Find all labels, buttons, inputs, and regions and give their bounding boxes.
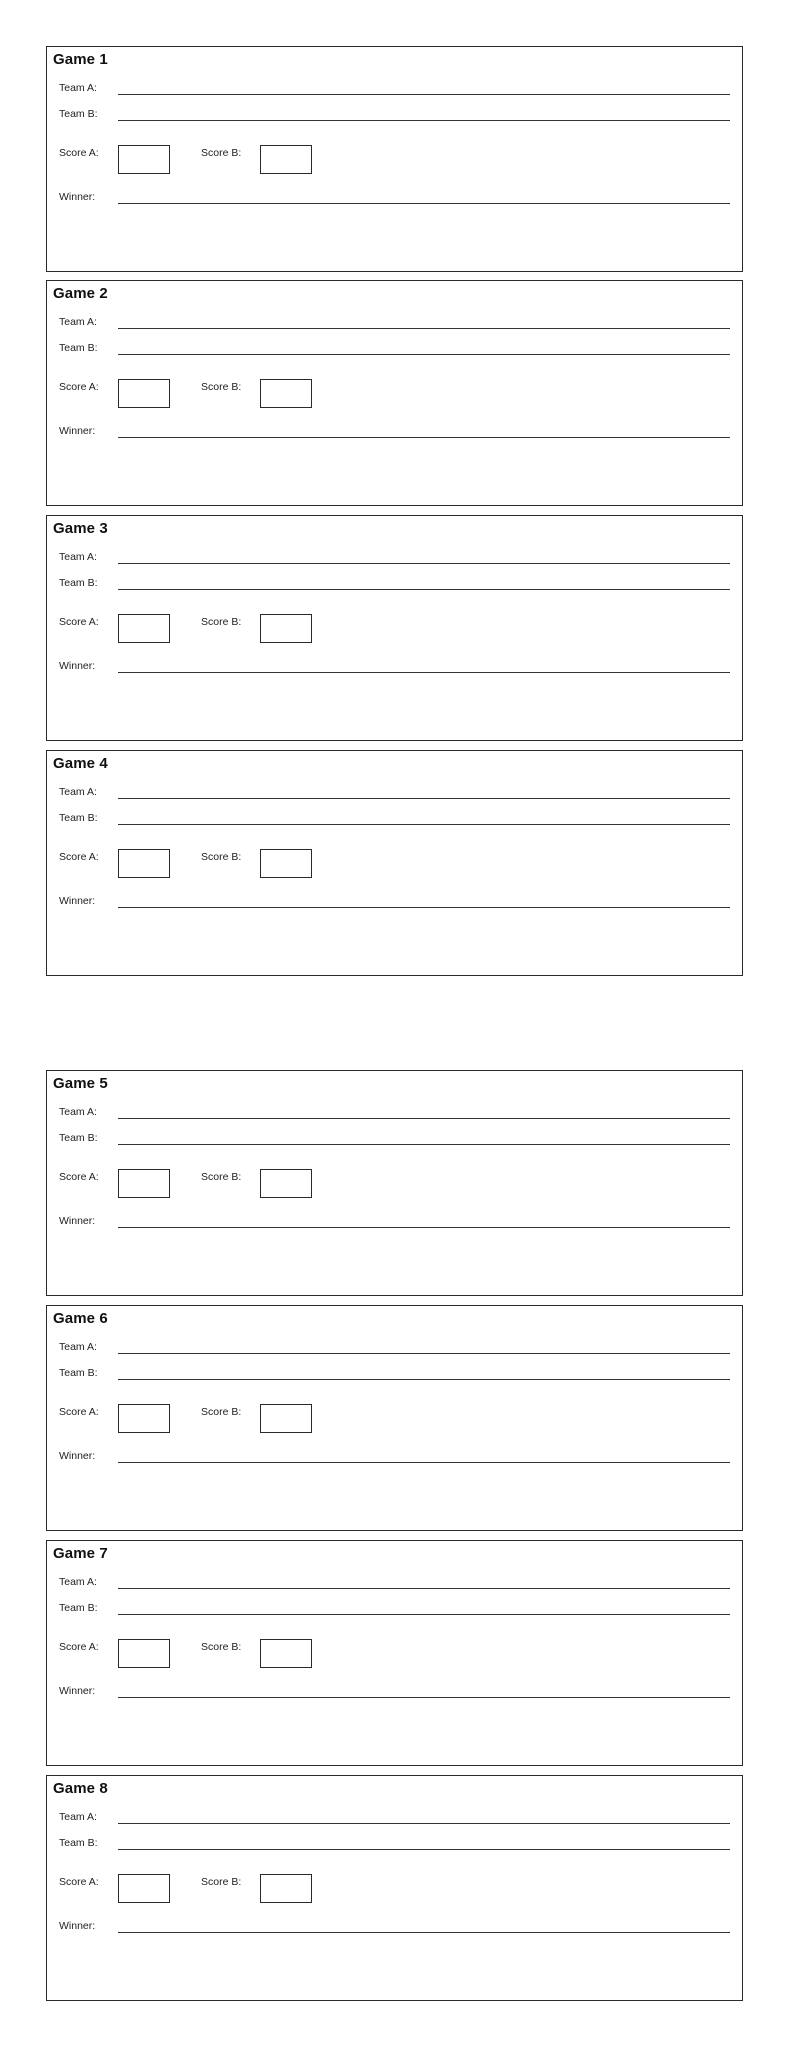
- team-a-field[interactable]: [118, 94, 730, 95]
- team-b-label: Team B:: [59, 1837, 98, 1849]
- team-b-field[interactable]: [118, 120, 730, 121]
- team-b-field[interactable]: [118, 1144, 730, 1145]
- team-b-label: Team B:: [59, 342, 98, 354]
- team-a-label: Team A:: [59, 316, 97, 328]
- team-b-label: Team B:: [59, 812, 98, 824]
- game-title: Game 7: [53, 1545, 108, 1562]
- score-b-label: Score B:: [201, 851, 242, 863]
- game-card: [46, 1305, 743, 1531]
- game-title: Game 1: [53, 51, 108, 68]
- score-b-box[interactable]: [260, 145, 312, 174]
- team-a-label: Team A:: [59, 1341, 97, 1353]
- score-b-label: Score B:: [201, 381, 242, 393]
- team-a-field[interactable]: [118, 328, 730, 329]
- score-b-box[interactable]: [260, 849, 312, 878]
- score-a-label: Score A:: [59, 1406, 99, 1418]
- game-card: [46, 1540, 743, 1766]
- winner-field[interactable]: [118, 1932, 730, 1933]
- winner-field[interactable]: [118, 437, 730, 438]
- score-b-label: Score B:: [201, 147, 242, 159]
- score-a-label: Score A:: [59, 1876, 99, 1888]
- team-b-field[interactable]: [118, 824, 730, 825]
- team-a-field[interactable]: [118, 563, 730, 564]
- score-b-box[interactable]: [260, 1874, 312, 1903]
- team-b-label: Team B:: [59, 577, 98, 589]
- score-b-label: Score B:: [201, 1406, 242, 1418]
- winner-label: Winner:: [59, 1920, 96, 1932]
- score-b-label: Score B:: [201, 1171, 242, 1183]
- score-b-box[interactable]: [260, 614, 312, 643]
- winner-field[interactable]: [118, 1462, 730, 1463]
- winner-label: Winner:: [59, 1450, 96, 1462]
- game-card: [46, 1070, 743, 1296]
- game-title: Game 6: [53, 1310, 108, 1327]
- winner-label: Winner:: [59, 660, 96, 672]
- game-card: [46, 1775, 743, 2001]
- team-a-label: Team A:: [59, 1106, 97, 1118]
- winner-label: Winner:: [59, 895, 96, 907]
- team-a-label: Team A:: [59, 786, 97, 798]
- score-a-label: Score A:: [59, 1641, 99, 1653]
- score-a-label: Score A:: [59, 851, 99, 863]
- score-a-label: Score A:: [59, 381, 99, 393]
- game-title: Game 4: [53, 755, 108, 772]
- team-a-label: Team A:: [59, 1811, 97, 1823]
- winner-label: Winner:: [59, 1215, 96, 1227]
- game-title: Game 2: [53, 285, 108, 302]
- score-a-label: Score A:: [59, 147, 99, 159]
- team-a-field[interactable]: [118, 1353, 730, 1354]
- score-a-box[interactable]: [118, 1404, 170, 1433]
- score-b-box[interactable]: [260, 1404, 312, 1433]
- score-a-box[interactable]: [118, 1874, 170, 1903]
- game-card: [46, 515, 743, 741]
- game-title: Game 3: [53, 520, 108, 537]
- score-a-box[interactable]: [118, 1169, 170, 1198]
- winner-field[interactable]: [118, 203, 730, 204]
- score-b-box[interactable]: [260, 1169, 312, 1198]
- score-b-label: Score B:: [201, 1641, 242, 1653]
- score-a-box[interactable]: [118, 145, 170, 174]
- team-b-field[interactable]: [118, 1614, 730, 1615]
- winner-field[interactable]: [118, 672, 730, 673]
- score-a-box[interactable]: [118, 849, 170, 878]
- team-b-field[interactable]: [118, 589, 730, 590]
- team-a-field[interactable]: [118, 1118, 730, 1119]
- winner-label: Winner:: [59, 191, 96, 203]
- score-a-label: Score A:: [59, 616, 99, 628]
- team-b-field[interactable]: [118, 1379, 730, 1380]
- score-b-box[interactable]: [260, 379, 312, 408]
- game-title: Game 5: [53, 1075, 108, 1092]
- team-b-field[interactable]: [118, 1849, 730, 1850]
- team-a-label: Team A:: [59, 1576, 97, 1588]
- team-a-field[interactable]: [118, 1823, 730, 1824]
- score-a-box[interactable]: [118, 614, 170, 643]
- team-b-field[interactable]: [118, 354, 730, 355]
- team-a-field[interactable]: [118, 798, 730, 799]
- team-a-label: Team A:: [59, 82, 97, 94]
- score-b-box[interactable]: [260, 1639, 312, 1668]
- score-a-box[interactable]: [118, 379, 170, 408]
- team-a-label: Team A:: [59, 551, 97, 563]
- team-b-label: Team B:: [59, 1132, 98, 1144]
- score-a-box[interactable]: [118, 1639, 170, 1668]
- score-a-label: Score A:: [59, 1171, 99, 1183]
- winner-field[interactable]: [118, 1697, 730, 1698]
- team-b-label: Team B:: [59, 1602, 98, 1614]
- winner-label: Winner:: [59, 425, 96, 437]
- game-card: [46, 750, 743, 976]
- team-b-label: Team B:: [59, 1367, 98, 1379]
- game-card: [46, 280, 743, 506]
- team-b-label: Team B:: [59, 108, 98, 120]
- game-title: Game 8: [53, 1780, 108, 1797]
- team-a-field[interactable]: [118, 1588, 730, 1589]
- winner-field[interactable]: [118, 907, 730, 908]
- game-card: [46, 46, 743, 272]
- score-b-label: Score B:: [201, 616, 242, 628]
- winner-label: Winner:: [59, 1685, 96, 1697]
- score-b-label: Score B:: [201, 1876, 242, 1888]
- winner-field[interactable]: [118, 1227, 730, 1228]
